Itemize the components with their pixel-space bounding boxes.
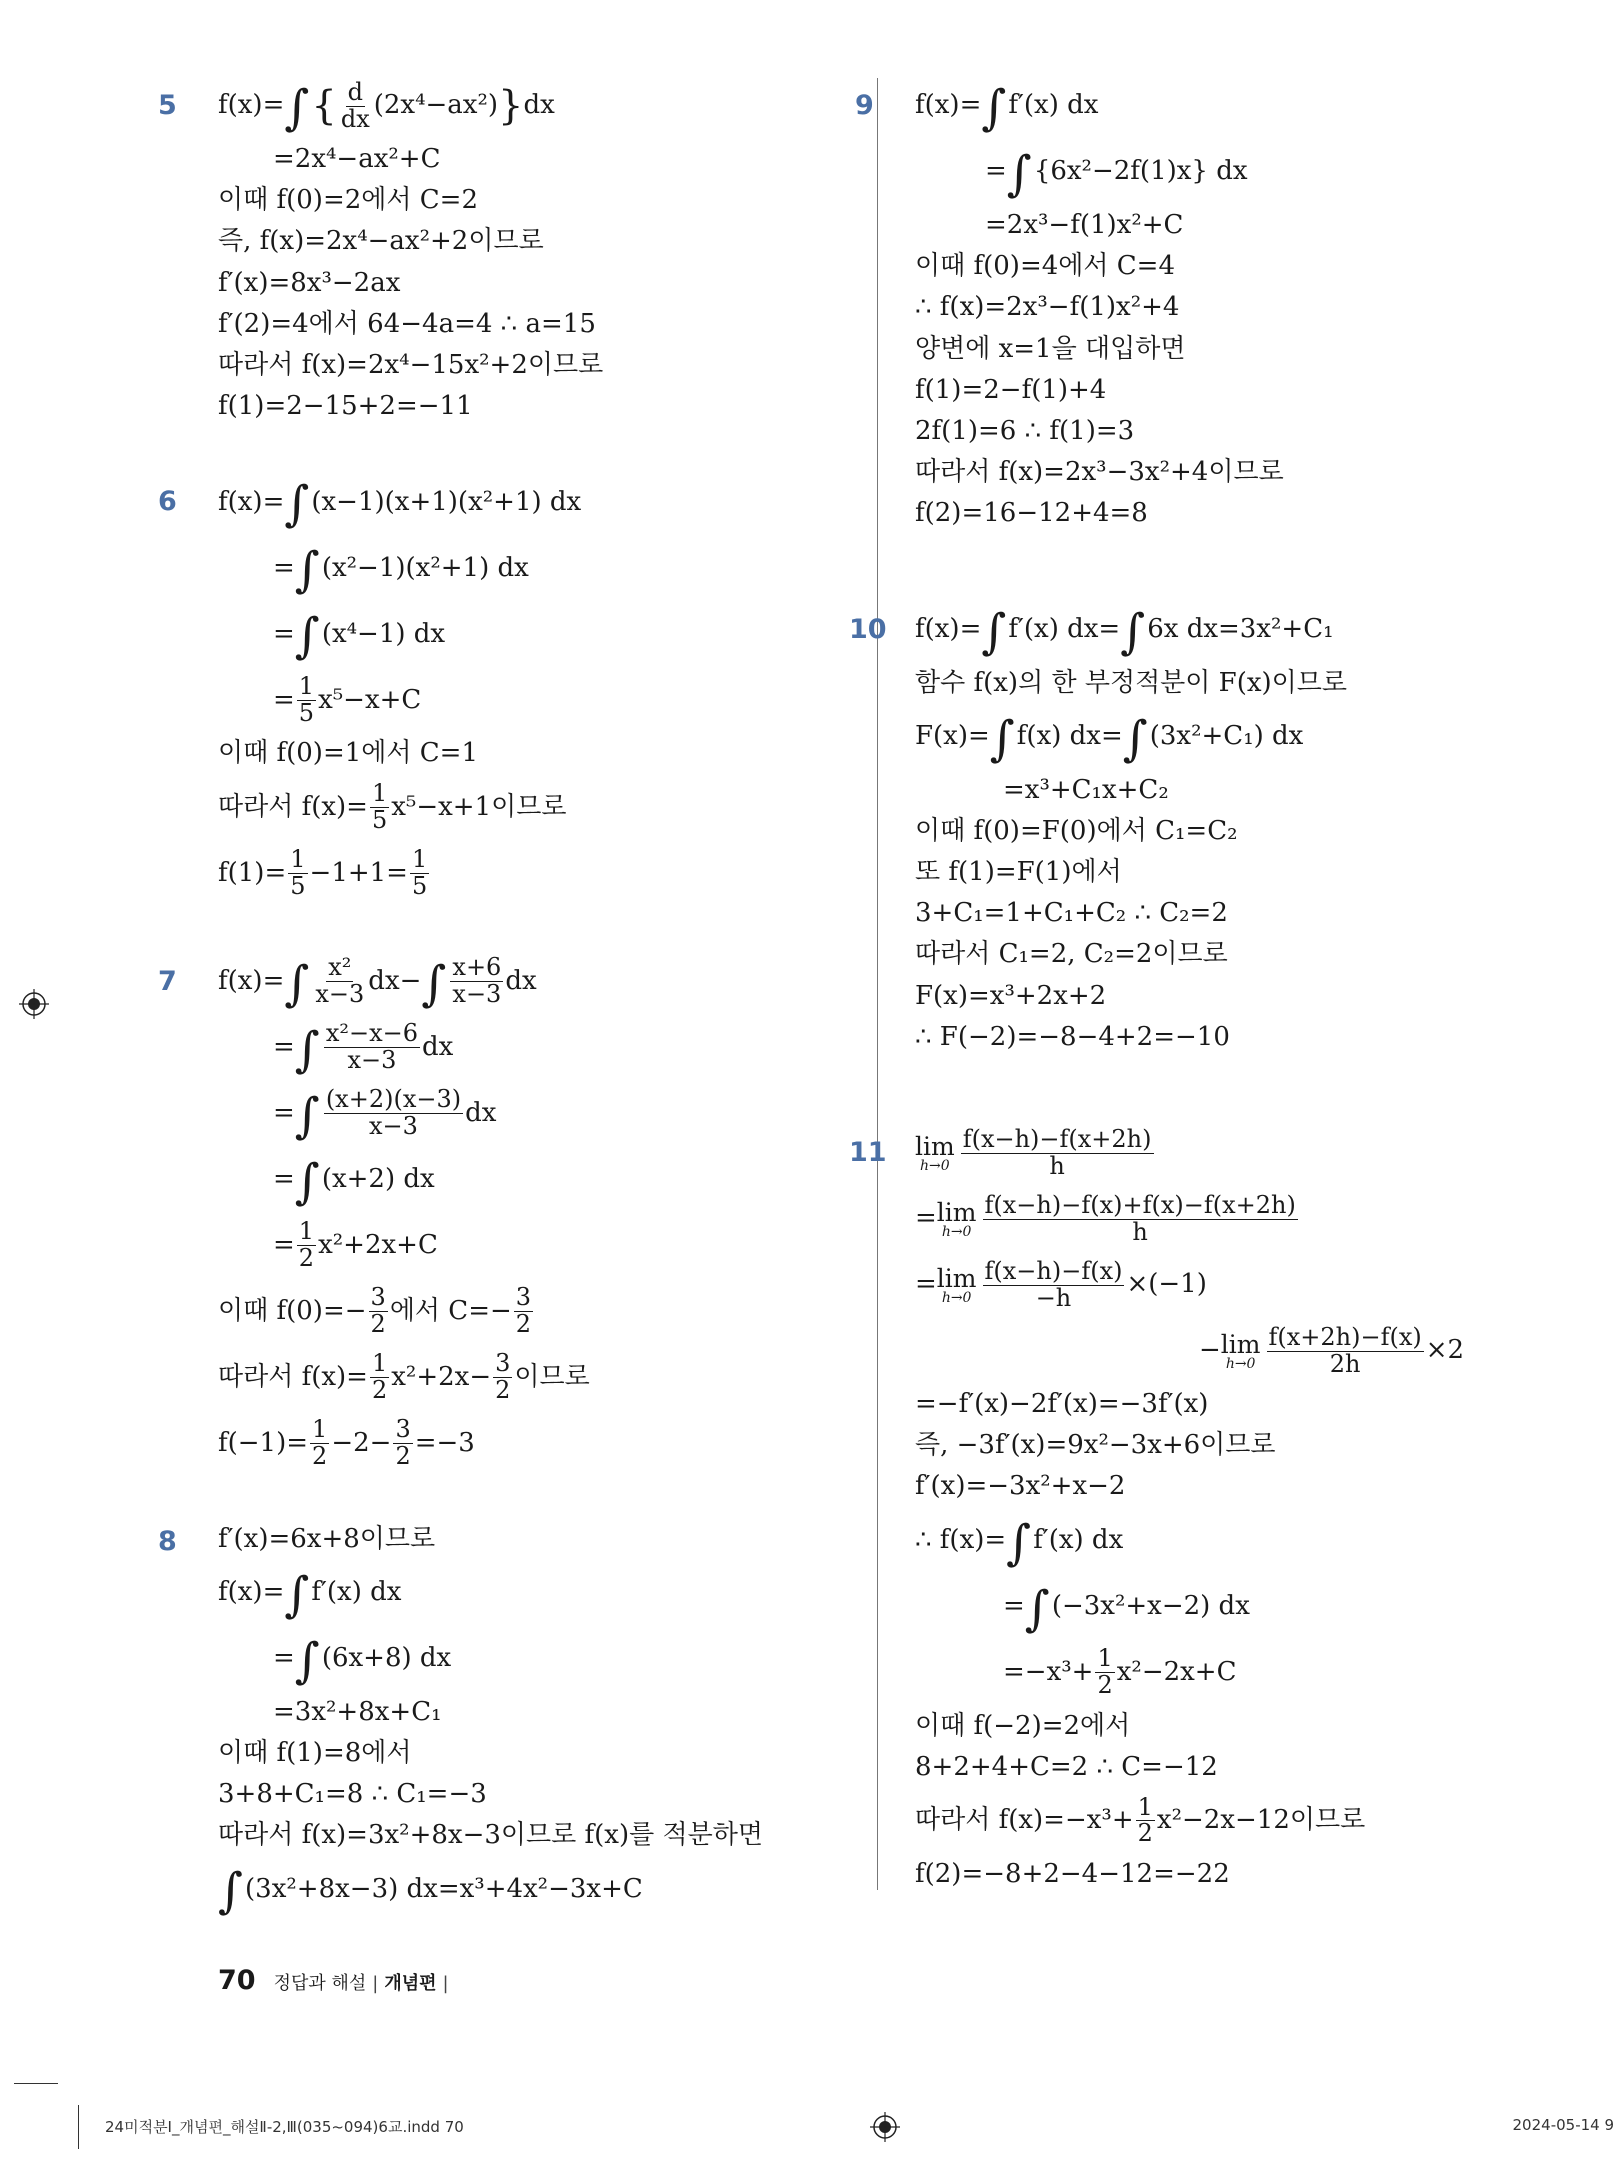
equation-line: f(x)= ∫ f′(x) dx: [218, 1566, 402, 1623]
equation-line: = ∫ {6x²−2f(1)x} dx: [985, 146, 1248, 202]
problem-9: [855, 78, 1555, 530]
equation-line: f(x)= ∫ f′(x) dx= ∫ 6x dx=3x²+C₁: [915, 603, 1334, 660]
equation-line: = ∫ (x+2) dx: [273, 1153, 435, 1210]
solution-line: 2f(1)=6 ∴ f(1)=3: [915, 415, 1135, 446]
solution-line: 따라서 C₁=2, C₂=2이므로: [915, 939, 1228, 970]
solution-line: 이때 f(0)=− $\frac{3}{2}$ 에서 C=− $\frac{3}{2}$: [218, 1283, 532, 1338]
section-label: 정답과 해설: [273, 1973, 367, 1994]
solution-line: f(1)=2−15+2=−11: [218, 391, 473, 422]
solution-line: 함수 f(x)의 한 부정적분이 F(x)이므로: [915, 667, 1348, 698]
solution-line: 3+8+C₁=8 ∴ C₁=−3: [218, 1779, 487, 1810]
equation-line: f(x)= ∫ { $\frac{d}{dx}$ (2x⁴−ax²) } dx: [218, 77, 555, 136]
equation-line: lim h→0 $\frac{f(x-h)-f(x+2h)}{h}$: [915, 1124, 1152, 1180]
solution-line: f(2)=−8+2−4−12=−22: [915, 1858, 1230, 1889]
solution-line: 따라서 f(x)=−x³+ $\frac{1}{2}$ x²−2x−12이므로: [915, 1792, 1366, 1848]
equation-line: = ∫ $\frac{\text{x²−x−6}}{x-3}$ dx: [273, 1019, 454, 1078]
right-column: [849, 78, 1555, 1900]
equation-line: − lim h→0 $\frac{f(x+2h)-f(x)}{2h}$ ×2: [1199, 1322, 1465, 1378]
problem-10: [849, 602, 1555, 1054]
equation-line: = ∫ (x²−1)(x²+1) dx: [273, 542, 529, 599]
edition-label: 개념편: [384, 1973, 437, 1994]
problem-11: [849, 1124, 1555, 1890]
registration-mark-icon: [870, 2112, 900, 2142]
equation-line: =−f′(x)−2f′(x)=−3f′(x): [915, 1389, 1209, 1419]
equation-line: F(x)= ∫ f(x) dx= ∫ (3x²+C₁) dx: [915, 710, 1304, 767]
equation-line: = $\frac{1}{2}$ x²+2x+C: [273, 1217, 438, 1272]
solution-line: 이때 f(0)=1에서 C=1: [218, 738, 478, 769]
solution-line: 이때 f(−2)=2에서: [915, 1710, 1131, 1741]
solution-line: F(x)=x³+2x+2: [915, 980, 1107, 1011]
solution-line: 즉, f(x)=2x⁴−ax²+2이므로: [218, 226, 544, 257]
column-divider: [877, 78, 878, 1890]
solution-line: f(2)=16−12+4=8: [915, 498, 1148, 529]
equation-line: ∫ (3x²+8x−3) dx=x³+4x²−3x+C: [218, 1863, 643, 1920]
page-footer: [218, 1965, 455, 1996]
solution-line: 이때 f(0)=4에서 C=4: [915, 251, 1175, 282]
equation-line: f(x)= ∫ $\frac{\text{x²}}{x-3}$ dx− ∫ $\frac{x+6}{x-3}$ dx: [218, 953, 537, 1012]
equation-line: = $\frac{1}{5}$ x⁵−x+C: [273, 671, 422, 727]
equation-line: f(x)= ∫ f′(x) dx: [915, 80, 1099, 136]
crop-mark: [14, 2083, 58, 2084]
problem-number: 11: [849, 1137, 887, 1168]
problem-number: 8: [158, 1525, 177, 1557]
solution-line: 따라서 f(x)=2x⁴−15x²+2이므로: [218, 349, 604, 380]
solution-line: f(−1)= $\frac{1}{2}$ −2− $\frac{3}{2}$ =−3: [218, 1415, 475, 1470]
problem-8: [158, 1523, 858, 1920]
solution-line: f(1)= $\frac{1}{5}$ −1+1= $\frac{1}{5}$: [218, 845, 428, 900]
footer-separator: |: [372, 1973, 379, 1994]
problem-number: 10: [849, 613, 887, 645]
problem-number: 9: [855, 90, 874, 121]
solution-line: 8+2+4+C=2 ∴ C=−12: [915, 1751, 1218, 1782]
equation-line: =2x⁴−ax²+C: [273, 144, 441, 174]
equation-line: = lim h→0 $\frac{f(x-h)-f(x)}{-h}$ ×(−1): [915, 1256, 1207, 1312]
problem-number: 5: [158, 90, 177, 121]
print-date: 2024-05-14 9: [1512, 2116, 1614, 2134]
equation-line: =−x³+ $\frac{1}{2}$ x²−2x+C: [1003, 1644, 1237, 1700]
solution-line: f′(x)=6x+8이므로: [218, 1523, 436, 1554]
print-file-info: 24미적분Ⅰ_개념편_해설Ⅱ-2,Ⅲ(035~094)6교.indd 70: [105, 2118, 464, 2136]
solution-line: 이때 f(1)=8에서: [218, 1737, 412, 1768]
solution-line: 따라서 f(x)=2x³−3x²+4이므로: [915, 457, 1284, 488]
problem-5: [158, 77, 858, 422]
left-column: [158, 77, 858, 1927]
solution-line: 3+C₁=1+C₁+C₂ ∴ C₂=2: [915, 898, 1228, 929]
solution-line: f′(x)=8x³−2ax: [218, 267, 401, 298]
equation-line: f(x)= ∫ (x−1)(x+1)(x²+1) dx: [218, 476, 582, 533]
page-number: 70: [218, 1965, 256, 1996]
solution-line: ∴ f(x)=2x³−f(1)x²+4: [915, 292, 1180, 323]
registration-mark-icon: [19, 989, 49, 1019]
solution-line: 이때 f(0)=2에서 C=2: [218, 185, 478, 216]
solution-line: 양변에 x=1을 대입하면: [915, 333, 1186, 364]
solution-line: f(1)=2−f(1)+4: [915, 374, 1107, 405]
problem-6: [158, 474, 858, 901]
solution-line: 즉, −3f′(x)=9x²−3x+6이므로: [915, 1430, 1276, 1461]
equation-line: =x³+C₁x+C₂: [1003, 774, 1169, 805]
solution-line: ∴ F(−2)=−8−4+2=−10: [915, 1021, 1230, 1052]
solution-line: f′(x)=−3x²+x−2: [915, 1471, 1126, 1502]
problem-7: [158, 953, 858, 1472]
solution-line: 따라서 f(x)= $\frac{1}{5}$ x⁵−x+1이므로: [218, 779, 567, 834]
solution-line: 이때 f(0)=F(0)에서 C₁=C₂: [915, 815, 1238, 846]
equation-line: =3x²+8x+C₁: [273, 1696, 442, 1727]
problem-number: 6: [158, 486, 177, 518]
equation-line: = ∫ $\frac{(x+2)(x-3)}{x-3}$ dx: [273, 1085, 497, 1144]
equation-line: ∴ f(x)= ∫ f′(x) dx: [915, 1514, 1124, 1571]
footer-separator: |: [442, 1973, 449, 1994]
solution-line: f′(2)=4에서 64−4a=4 ∴ a=15: [218, 308, 596, 339]
crop-mark: [78, 2105, 79, 2149]
solution-line: 또 f(1)=F(1)에서: [915, 857, 1122, 888]
equation-line: = lim h→0 $\frac{f(x-h)-f(x)+f(x)-f(x+2h)}{h}$: [915, 1190, 1296, 1246]
equation-line: = ∫ (6x+8) dx: [273, 1632, 452, 1689]
solution-line: 따라서 f(x)=3x²+8x−3이므로 f(x)를 적분하면: [218, 1820, 763, 1851]
problem-number: 7: [158, 965, 177, 997]
solution-line: 따라서 f(x)= $\frac{1}{2}$ x²+2x− $\frac{3}{2}$ 이므로: [218, 1349, 590, 1404]
equation-line: =2x³−f(1)x²+C: [985, 210, 1184, 240]
equation-line: = ∫ (x⁴−1) dx: [273, 608, 446, 665]
equation-line: = ∫ (−3x²+x−2) dx: [1003, 1580, 1250, 1637]
